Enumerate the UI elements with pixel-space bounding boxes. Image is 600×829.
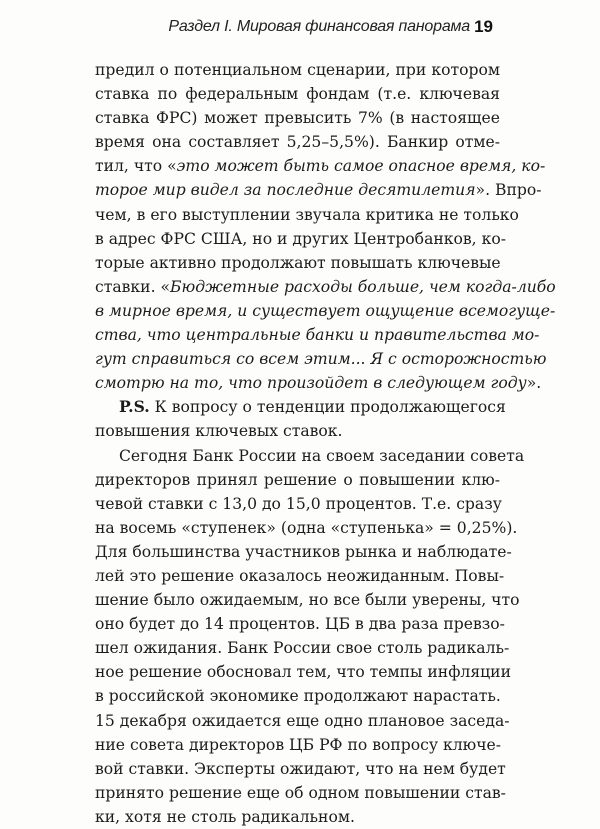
quote-segment: ства, что центральные банки и правительства мо- [95, 326, 540, 345]
quote-segment: в мирное время, и существует ощущение всемогуще- [95, 301, 556, 320]
text-line [95, 709, 510, 733]
text-line [95, 154, 546, 178]
text-segment: вой ставки. Эксперты ожидают, что на нем будет [95, 759, 506, 778]
text-line [95, 444, 525, 468]
text-segment: на восемь «ступенек» (одна «ступенька» = 0,25%). [95, 518, 518, 537]
text-segment: в адрес ФРС США, но и других Центробанков, ко- [95, 229, 506, 248]
quote-segment: это может быть самое опасное время, ко- [176, 157, 546, 176]
text-line [95, 323, 540, 347]
text-segment: директоров принял решение о повышении клю- [95, 470, 500, 489]
text-line [95, 540, 512, 564]
text-line [95, 781, 506, 805]
running-header [0, 8, 600, 44]
quote-segment: смотрю на то, что произойдет в следующем году [95, 374, 527, 393]
text-segment: ставки. « [95, 277, 171, 296]
text-line [95, 178, 542, 202]
text-line [95, 58, 500, 82]
quote-segment: гут справиться со всем этим... Я с осторожностью [95, 350, 547, 369]
quote-segment: торое мир видел за последние десятилетия [95, 181, 476, 200]
text-segment: тил, что « [95, 157, 177, 176]
text-line [95, 203, 519, 227]
text-line [95, 106, 500, 130]
text-segment: ». [526, 374, 542, 393]
text-segment: торые активно продолжают повышать ключевые [95, 253, 501, 272]
text-line [95, 251, 500, 275]
text-segment: Для большинства участников рынка и наблюдате- [95, 542, 512, 561]
page-number: 19 [474, 17, 493, 36]
text-line [95, 588, 520, 612]
text-segment: Сегодня Банк России на своем заседании совета [119, 446, 525, 465]
text-line [95, 130, 500, 154]
text-segment: оно будет до 14 процентов. ЦБ в два раза превзо- [95, 615, 505, 634]
text-segment: в российской экономике продолжают нарастать. [95, 687, 501, 706]
text-segment: повышения ключевых ставок. [95, 422, 343, 441]
quote-segment: Бюджетные расходы больше, чем когда-либо [170, 277, 556, 296]
text-line [95, 636, 510, 660]
text-segment: ки, хотя не столь радикальном. [95, 807, 355, 826]
text-segment: шение было ожидаемым, но все были уверены, что [95, 591, 520, 610]
text-segment: ние совета директоров ЦБ РФ по вопросу ключе- [95, 735, 502, 754]
text-segment: лей это решение оказалось неожиданным. Повы- [95, 566, 505, 585]
text-line [95, 299, 556, 323]
text-segment: ставка ФРС) может превысить 7% (в настоящее [95, 109, 500, 128]
text-line [95, 516, 518, 540]
text-segment: ». Впро- [475, 181, 542, 200]
text-line [95, 660, 511, 684]
ps-label: P.S. [119, 397, 150, 417]
text-line [95, 371, 542, 395]
text-segment: ставка по федеральным фондам (т.е. ключевая [95, 85, 500, 104]
text-line [95, 419, 500, 443]
text-line [95, 395, 506, 419]
text-line [95, 757, 506, 781]
text-segment: 15 декабря ожидается еще одно плановое заседа- [95, 711, 510, 730]
text-segment: время она составляет 5,25–5,5%). Банкир отме- [95, 133, 500, 152]
text-segment: предил о потенциальном сценарии, при котором [95, 61, 500, 79]
body-text [95, 58, 556, 829]
text-line [95, 275, 556, 299]
text-line [95, 684, 500, 708]
text-line [95, 564, 505, 588]
text-segment: К вопросу о тенденции продолжающегося [149, 398, 506, 417]
text-segment: принято решение еще об одном повышении став- [95, 783, 506, 802]
header-section-title: Раздел I. Мировая финансовая панорама [168, 18, 470, 35]
text-line [95, 612, 505, 636]
text-line [95, 227, 506, 251]
text-line [95, 82, 500, 106]
text-line [95, 733, 500, 757]
text-line [95, 805, 500, 829]
text-segment: ное решение обосновал тем, что темпы инфляции [95, 663, 511, 682]
text-segment: чем, в его выступлении звучала критика не только [95, 205, 519, 224]
text-segment: чевой ставки с 13,0 до 15,0 процентов. Т.е. сразу [95, 494, 502, 513]
text-line [95, 347, 547, 371]
text-line [95, 492, 500, 516]
text-line [95, 468, 500, 492]
text-segment: шел ожидания. Банк России свое столь радикаль- [95, 639, 510, 658]
